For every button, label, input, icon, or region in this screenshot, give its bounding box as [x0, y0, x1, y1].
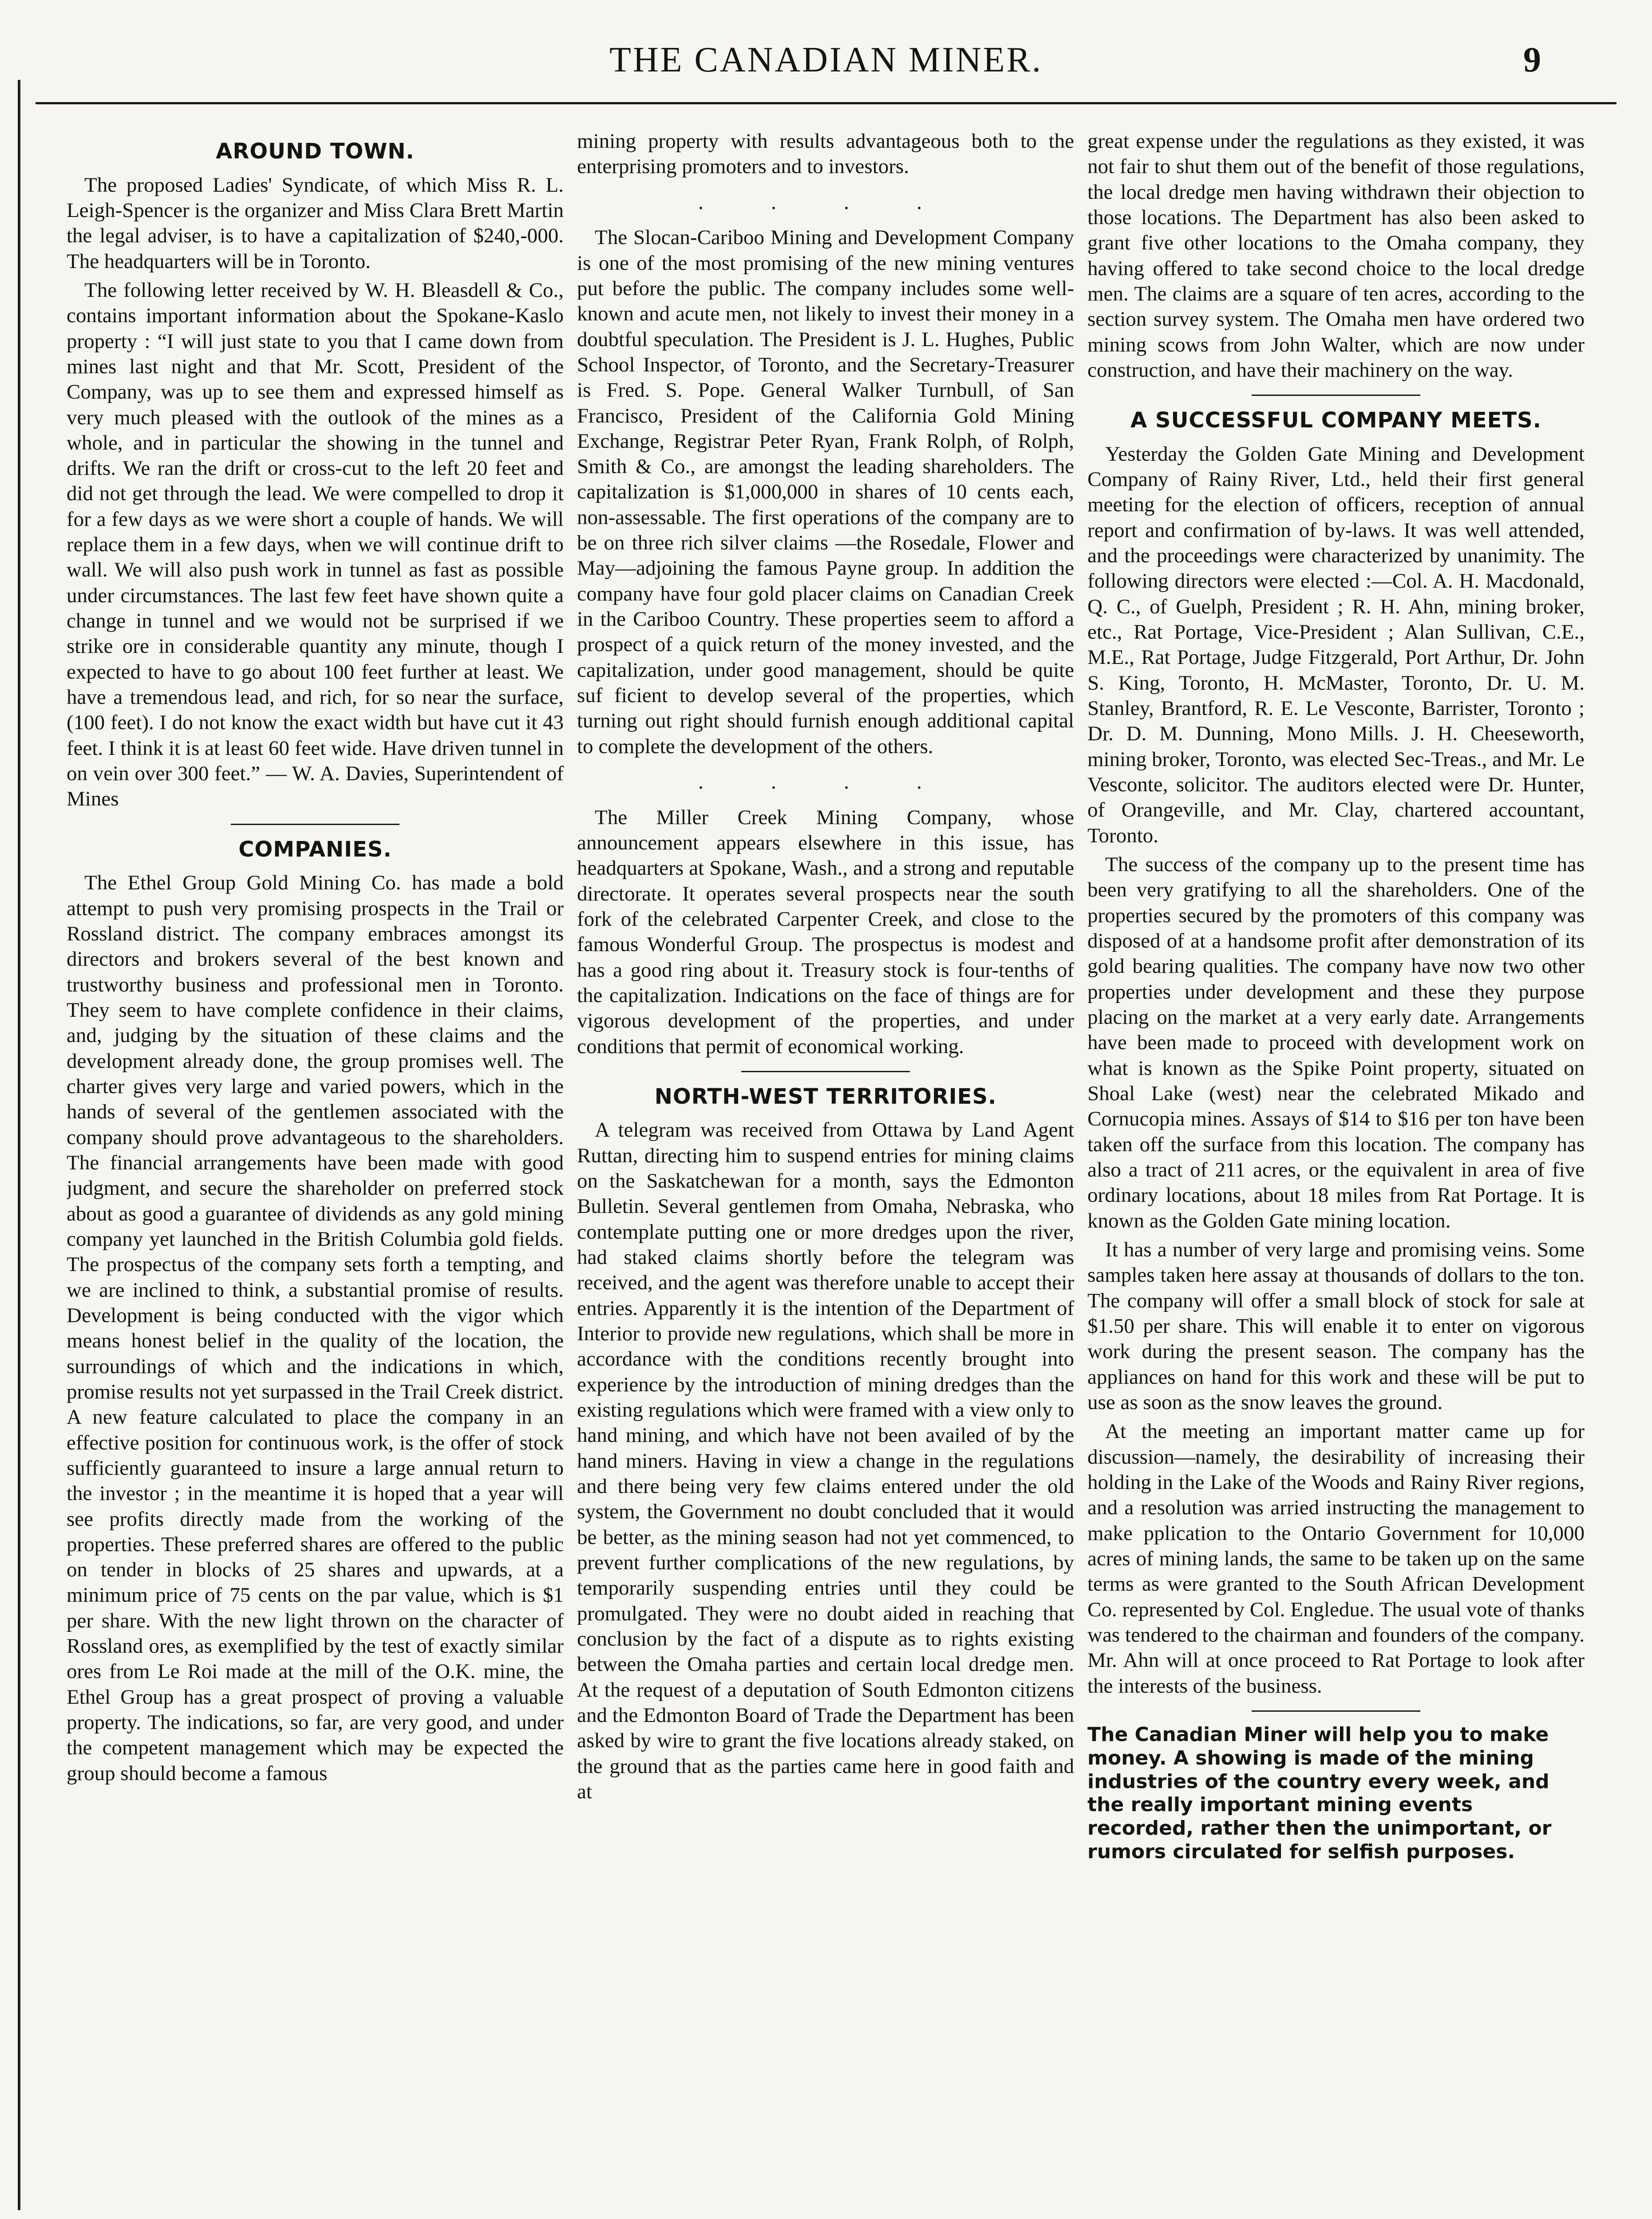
- masthead: THE CANADIAN MINER.: [609, 40, 1043, 79]
- article-paragraph: great expense under the regulations as they existed, it was not fair to shut them out of the benefit of those regulations, the local dredge men having withdrawn their objection to those locations. The Department has also been asked to grant five other locations to the Omaha company, they having offered to take second choice to the local dredge men. The claims are a square of ten acres, according to the section survey system. The Omaha men have ordered two mining scows from John Walter, which are now under construction, and have their machinery on the way.: [1087, 130, 1585, 382]
- promo-notice: The Canadian Miner will help you to make money. A showing is made of the mining industries of the country every week, and the really important mining events recorded, rather then the unimportant, or rumors circulated for selfish purposes.: [1087, 1723, 1552, 1863]
- heading-around-town: AROUND TOWN.: [216, 139, 415, 164]
- article-paragraph: The Miller Creek Mining Company, whose announcement appears elsewhere in this issue, has headquarters at Spokane, Wash., and a strong and reputable directorate. It operates several prospects near the south fork of the celebrated Carpenter Creek, and close to the famous Wonderful Group. The prospectus is modest and has a good ring about it. Treasury stock is four-tenths of the capitalization. Indications on the face of things are for vigorous development of the properties, and under conditions that permit of economical working.: [577, 805, 1074, 1058]
- section-rule: [1252, 1710, 1420, 1712]
- section-rule: [231, 824, 399, 825]
- article-paragraph: The following letter received by W. H. Bleasdell & Co., contains important information about the Spokane-Kaslo property : “I will just state to you that I came down from mines last night and that Mr. Scott, President of the Company, was up to see them and expressed himself as very much pleased with the outlook of the mines as a whole, and in particular the showing in the tunnel and drifts. We ran the drift or cross-cut to the left 20 feet and did not get through the lead. We were compelled to drop it for a few days as we were short a couple of hands. We will replace them in a few days, when we will continue drift to wall. We will also push work in tunnel as fast as possible under circumstances. The last few feet have shown quite a change in tunnel and we would not be surprised if we strike ore in considerable quantity any minute, though I expected to have to go about 100 feet further at least. We have a tremendous lead, and rich, for so near the surface, (100 feet). I do not know the exact width but have cut it 43 feet. I think it is at least 60 feet wide. Have driven tunnel in on vein over 300 feet.” — W. A. Davies, Superintendent of Mines: [67, 278, 564, 811]
- section-rule: [1252, 395, 1420, 396]
- article-paragraph: A telegram was received from Ottawa by Land Agent Ruttan, directing him to suspend entries for mining claims on the Saskatchewan for a month, says the Edmonton Bulletin. Several gentlemen from Omaha, Nebraska, who contemplate putting one or more dredges upon the river, had staked claims shortly before the telegram was received, and the agent was therefore unable to accept their entries. Apparently it is the intention of the Department of Interior to provide new regulations, which shall be more in accordance with the conditions recently brought into experience by the introduction of mining dredges than the existing regulations which were framed with a view only to hand mining, and which have not been availed of by the hand miners. Having in view a change in the regulations and there being very few claims entered under the old system, the Government no doubt concluded that it would be better, as the mining season had not yet commenced, to prevent further complications of the new regulations, by temporarily suspending entries until they could be promulgated. They were no doubt aided in reaching that conclusion by the fact of a dispute as to rights existing between the Omaha parties and certain local dredge men. At the request of a deputation of South Edmonton citizens and the Edmonton Board of Trade the Department has been asked by wire to grant the five locations already staked, on the ground that as the parties came here in good faith and at: [577, 1118, 1074, 1803]
- section-dots: . . . .: [698, 190, 953, 214]
- section-dots: . . . .: [698, 770, 953, 794]
- article-paragraph: Yesterday the Golden Gate Mining and Development Company of Rainy River, Ltd., held their first general meeting for the election of officers, reception of annual report and confirmation of by-laws. It was well attended, and the proceedings were characterized by unanimity. The following directors were elected :—Col. A. H. Macdonald, Q. C., of Guelph, President ; R. H. Ahn, mining broker, etc., Rat Portage, Vice-President ; Alan Sullivan, C.E., M.E., Rat Portage, Judge Fitzgerald, Port Arthur, Dr. John S. King, Toronto, H. McMaster, Toronto, Dr. U. M. Stanley, Brantford, R. E. Le Vesconte, Barrister, Toronto ; Dr. D. M. Dunning, Mono Mills. J. H. Cheeseworth, mining broker, Toronto, was elected Sec-Treas., and Mr. Le Vesconte, solicitor. The auditors elected were Dr. Hunter, of Orangeville, and Mr. Clay, chartered accountant, Toronto.: [1087, 442, 1585, 847]
- article-paragraph: The Slocan-Cariboo Mining and Development Company is one of the most promising of the new mining ventures put before the public. The company includes some well-known and acute men, not likely to invest their money in a doubtful speculation. The President is J. L. Hughes, Public School Inspector, of Toronto, and the Secretary-Treasurer is Fred. S. Pope. General Walker Turnbull, of San Francisco, President of the California Gold Mining Exchange, Registrar Peter Ryan, Frank Rolph, of Rolph, Smith & Co., are amongst the leading shareholders. The capitalization is $1,000,000 in shares of 10 cents each, non-assessable. The first operations of the company are to be on three rich silver claims —the Rosedale, Flower and May—adjoining the famous Payne group. In addition the company have four gold placer claims on Canadian Creek in the Cariboo Country. These properties seem to afford a prospect of a quick return of the money invested, and the capitalization, under good management, should be quite suf ficient to develop several of the properties, which turning out right should furnish enough additional capital to complete the development of the others.: [577, 226, 1074, 758]
- article-paragraph: The Ethel Group Gold Mining Co. has made a bold attempt to push very promising prospects in the Trail or Rossland district. The company embraces amongst its directors and brokers several of the best known and trustworthy business and professional men in Toronto. They seem to have complete confidence in their claims, and, judging by the situation of these claims and the development already done, the group promises well. The charter gives very large and varied powers, which in the hands of several of the gentlemen associated with the company should prove advantageous to the shareholders. The financial arrangements have been made with good judgment, and secure the shareholder on preferred stock about as good a guarantee of dividends as any gold mining company yet launched in the British Columbia gold fields. The prospectus of the company sets forth a tempting, and we are inclined to think, a substantial promise of results. Development is being conducted with the vigor which means honest belief in the quality of the location, the surroundings of which and the indications in which, promise results not yet surpassed in the Trail Creek district. A new feature calculated to place the company in an effective position for continuous work, is the offer of stock sufficiently guaranteed to insure a large annual return to the investor ; in the meantime it is hoped that a year will see profits directly made from the working of the properties. These preferred shares are offered to the public on tender in blocks of 25 shares and upwards, at a minimum price of 75 cents on the par value, which is $1 per share. With the new light thrown on the character of Rossland ores, as exemplified by the test of exactly similar ores from Le Roi made at the mill of the O.K. mine, the Ethel Group has a great prospect of proving a valuable property. The indications, so far, are very good, and under the competent management which may be expected the group should become a famous: [67, 871, 564, 1785]
- header-rule: [36, 102, 1616, 104]
- column-3: [1087, 129, 1585, 2215]
- article-paragraph: The proposed Ladies' Syndicate, of which Miss R. L. Leigh-Spencer is the organizer and Miss Clara Brett Martin the legal adviser, is to have a capitalization of $240,-000. The headquarters will be in Toronto.: [67, 173, 564, 273]
- column-1: [67, 129, 564, 2215]
- heading-north-west-territories: NORTH-WEST TERRITORIES.: [654, 1084, 997, 1109]
- running-head: [36, 31, 1616, 98]
- page-number: 9: [1523, 40, 1541, 79]
- article-paragraph: It has a number of very large and promising veins. Some samples taken here assay at thousands of dollars to the ton. The company will offer a small block of stock for sale at $1.50 per share. This will enable it to enter on vigorous work during the present season. The company has the appliances on hand for this work and these will be put to use as soon as the snow leaves the ground.: [1087, 1238, 1585, 1414]
- article-paragraph: The success of the company up to the present time has been very gratifying to all the shareholders. One of the properties secured by the promoters of this company was disposed of at a handsome profit after demonstration of its gold bearing qualities. The company have now two other properties under development and these they purpose placing on the market at a very early date. Arrangements have been made to proceed with development work on what is known as the Spike Point property, situated on Shoal Lake (west) near the celebrated Mikado and Cornucopia mines. Assays of $14 to $16 per ton have been taken off the surface from this location. The company has also a tract of 211 acres, or the equivalent in area of five ordinary locations, about 18 miles from Rat Portage. It is known as the Golden Gate mining location.: [1087, 853, 1585, 1232]
- binding-edge-rule: [18, 80, 20, 2210]
- article-paragraph: At the meeting an important matter came up for discussion—namely, the desirability of increasing their holding in the Lake of the Woods and Rainy River regions, and a resolution was arried instructing the management to make pplication to the Ontario Government for 10,000 acres of mining lands, the same to be taken up on the same terms as were granted to the South African Development Co. represented by Col. Engledue. The usual vote of thanks was tendered to the chairman and founders of the company. Mr. Ahn will at once proceed to Rat Portage to look after the interests of the business.: [1087, 1420, 1585, 1698]
- heading-companies: COMPANIES.: [238, 837, 392, 862]
- heading-successful-company: A SUCCESSFUL COMPANY MEETS.: [1130, 408, 1541, 433]
- section-rule: [741, 1071, 910, 1072]
- column-2: [577, 129, 1074, 2215]
- article-paragraph: mining property with results advantageous both to the enterprising promoters and to investors.: [577, 130, 1074, 178]
